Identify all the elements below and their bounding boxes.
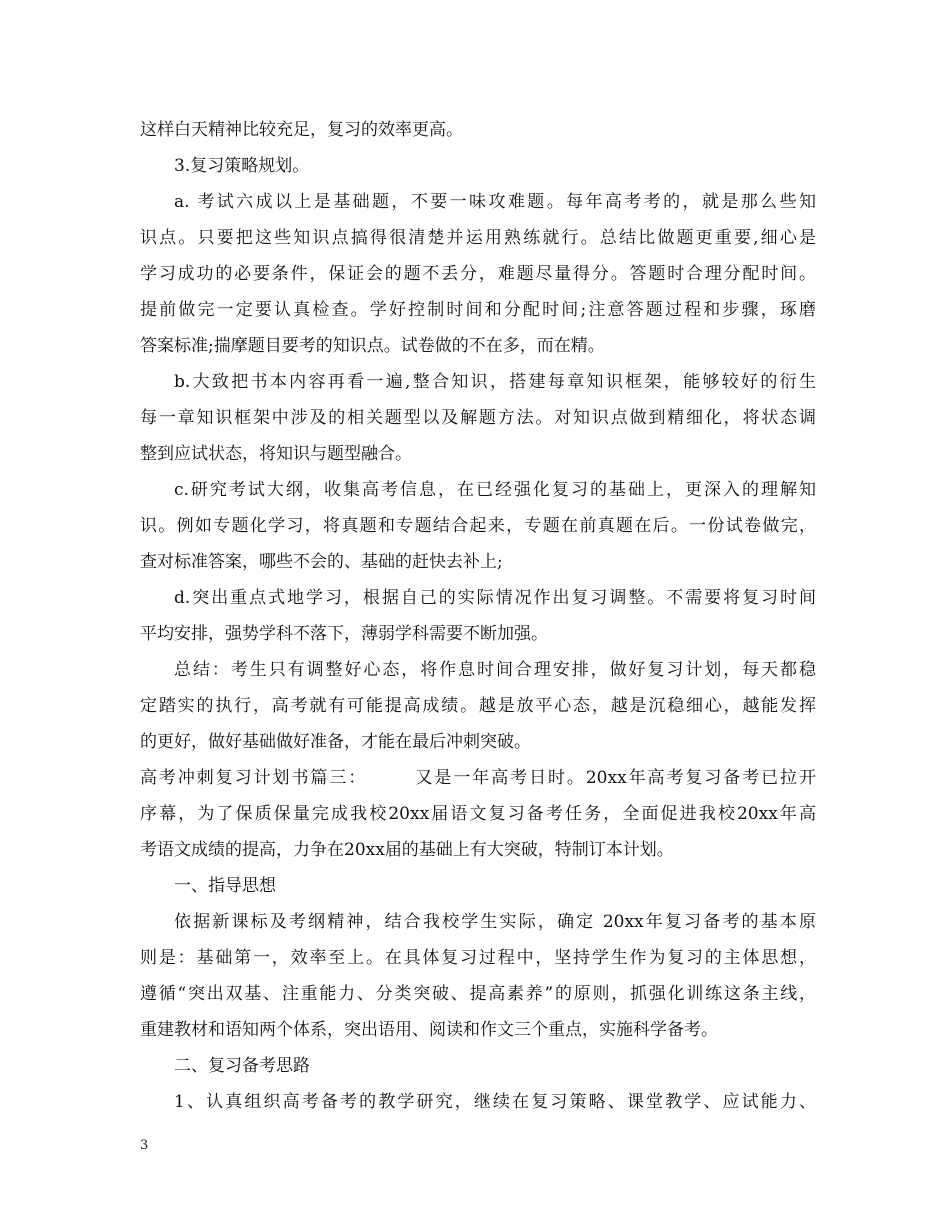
text-line: 的更好，做好基础做好准备，才能在最后冲刺突破。: [140, 732, 531, 752]
text-line: 整到应试状态，将知识与题型融合。: [140, 444, 412, 464]
text-line: 高考冲刺复习计划书篇三： 又是一年高考日时。20xx年高考复习备考已拉开: [140, 768, 816, 788]
text-line: 考语文成绩的提高，力争在20xx届的基础上有大突破，特制订本计划。: [140, 840, 674, 860]
text-line: 3.复习策略规划。: [174, 156, 310, 176]
text-line: 1、认真组织高考备考的教学研究，继续在复习策略、课堂教学、应试能力、: [174, 1092, 816, 1112]
document-body: [140, 112, 816, 1120]
page-number: 3: [140, 1138, 149, 1153]
text-line: 识点。只要把这些知识点搞得很清楚并运用熟练就行。总结比做题更重要,细心是: [140, 228, 816, 248]
text-line: 平均安排，强势学科不落下，薄弱学科需要不断加强。: [140, 624, 548, 644]
text-line: 序幕，为了保质保量完成我校20xx届语文复习备考任务，全面促进我校20xx年高: [140, 804, 816, 824]
text-line: 二、复习备考思路: [174, 1056, 310, 1076]
text-line: 则是：基础第一，效率至上。在具体复习过程中，坚持学生作为复习的主体思想，: [140, 948, 816, 968]
text-line: 识。例如专题化学习，将真题和专题结合起来，专题在前真题在后。一份试卷做完，: [140, 516, 816, 536]
text-line: 每一章知识框架中涉及的相关题型以及解题方法。对知识点做到精细化，将状态调: [140, 408, 816, 428]
text-line: a. 考试六成以上是基础题，不要一味攻难题。每年高考考的，就是那么些知: [174, 192, 816, 212]
text-line: 答案标准;揣摩题目要考的知识点。试卷做的不在多，而在精。: [140, 336, 605, 356]
text-line: 总结：考生只有调整好心态，将作息时间合理安排，做好复习计划，每天都稳: [174, 660, 816, 680]
text-line: b.大致把书本内容再看一遍,整合知识，搭建每章知识框架，能够较好的衍生: [174, 372, 816, 392]
text-line: 遵循“突出双基、注重能力、分类突破、提高素养”的原则，抓强化训练这条主线，: [140, 984, 816, 1004]
text-line: 重建教材和语知两个体系，突出语用、阅读和作文三个重点，实施科学备考。: [140, 1020, 718, 1040]
text-line: 一、指导思想: [174, 876, 276, 896]
text-line: 依据新课标及考纲精神，结合我校学生实际，确定 20xx年复习备考的基本原: [174, 912, 816, 932]
text-line: c.研究考试大纲，收集高考信息，在已经强化复习的基础上，更深入的理解知: [174, 480, 816, 500]
text-line: 学习成功的必要条件，保证会的题不丢分，难题尽量得分。答题时合理分配时间。: [140, 264, 816, 284]
text-line: 查对标准答案，哪些不会的、基础的赶快去补上;: [140, 552, 503, 572]
text-line: d.突出重点式地学习，根据自己的实际情况作出复习调整。不需要将复习时间: [174, 588, 816, 608]
text-line: 这样白天精神比较充足，复习的效率更高。: [140, 120, 463, 140]
text-line: 提前做完一定要认真检查。学好控制时间和分配时间;注意答题过程和步骤，琢磨: [140, 300, 816, 320]
text-line: 定踏实的执行，高考就有可能提高成绩。越是放平心态，越是沉稳细心，越能发挥: [140, 696, 816, 716]
